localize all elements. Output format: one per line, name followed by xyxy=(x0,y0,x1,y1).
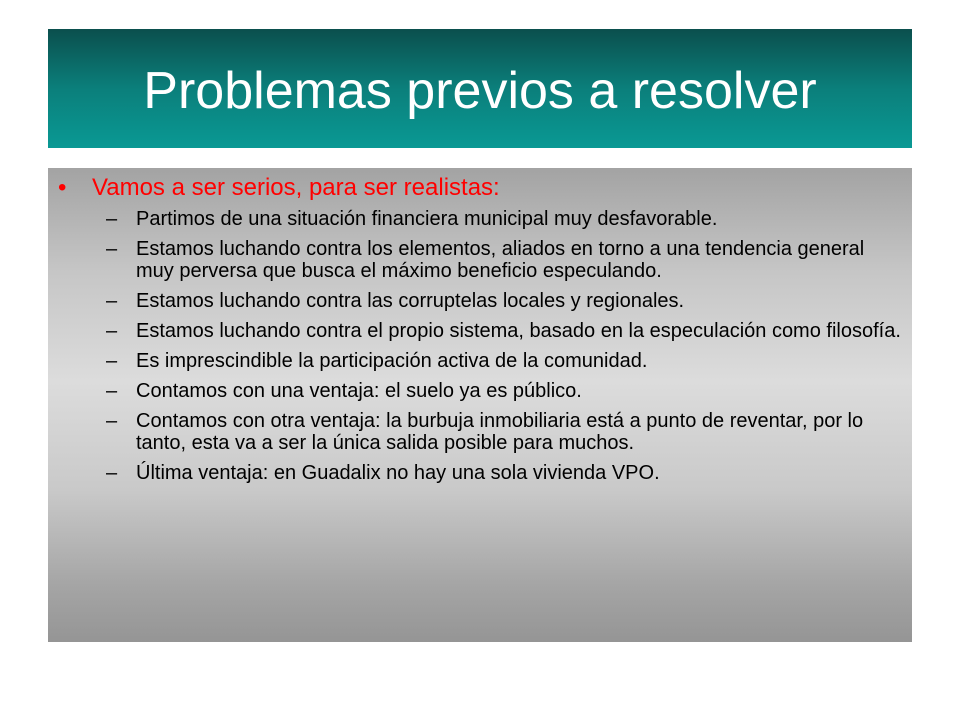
dash-icon: – xyxy=(106,290,118,312)
list-item-text: Estamos luchando contra el propio sistema, basado en la especulación como filosofía. xyxy=(136,320,901,342)
list-item-text: Estamos luchando contra los elementos, aliados en torno a una tendencia general muy perversa que busca el máximo beneficio especulando. xyxy=(136,238,865,282)
dash-icon: – xyxy=(106,208,118,230)
sub-bullet-list xyxy=(106,208,906,492)
dash-icon: – xyxy=(106,320,118,342)
list-item-text: Estamos luchando contra las corruptelas locales y regionales. xyxy=(136,290,685,312)
bullet-icon: • xyxy=(58,174,67,201)
dash-icon: – xyxy=(106,410,118,432)
list-item-text: Última ventaja: en Guadalix no hay una sola vivienda VPO. xyxy=(136,462,660,484)
content-panel xyxy=(48,168,912,642)
list-item xyxy=(106,380,906,402)
list-item-text: Partimos de una situación financiera municipal muy desfavorable. xyxy=(136,208,718,230)
list-item-text: Es imprescindible la participación activa de la comunidad. xyxy=(136,350,648,372)
dash-icon: – xyxy=(106,462,118,484)
dash-icon: – xyxy=(106,380,118,402)
dash-icon: – xyxy=(106,350,118,372)
list-item xyxy=(106,350,906,372)
list-item xyxy=(106,462,906,484)
list-item xyxy=(106,410,906,454)
dash-icon: – xyxy=(106,238,118,260)
list-item xyxy=(106,208,906,230)
list-item-text: Contamos con una ventaja: el suelo ya es público. xyxy=(136,380,582,402)
slide-title: Problemas previos a resolver xyxy=(143,61,817,120)
title-band xyxy=(48,29,912,148)
main-bullet xyxy=(58,174,500,202)
main-bullet-text: Vamos a ser serios, para ser realistas: xyxy=(92,174,500,201)
list-item xyxy=(106,320,906,342)
list-item xyxy=(106,290,906,312)
list-item-text: Contamos con otra ventaja: la burbuja inmobiliaria está a punto de reventar, por lo tanto, esta va a ser la única salida posible para muchos. xyxy=(136,410,864,454)
list-item xyxy=(106,238,906,282)
